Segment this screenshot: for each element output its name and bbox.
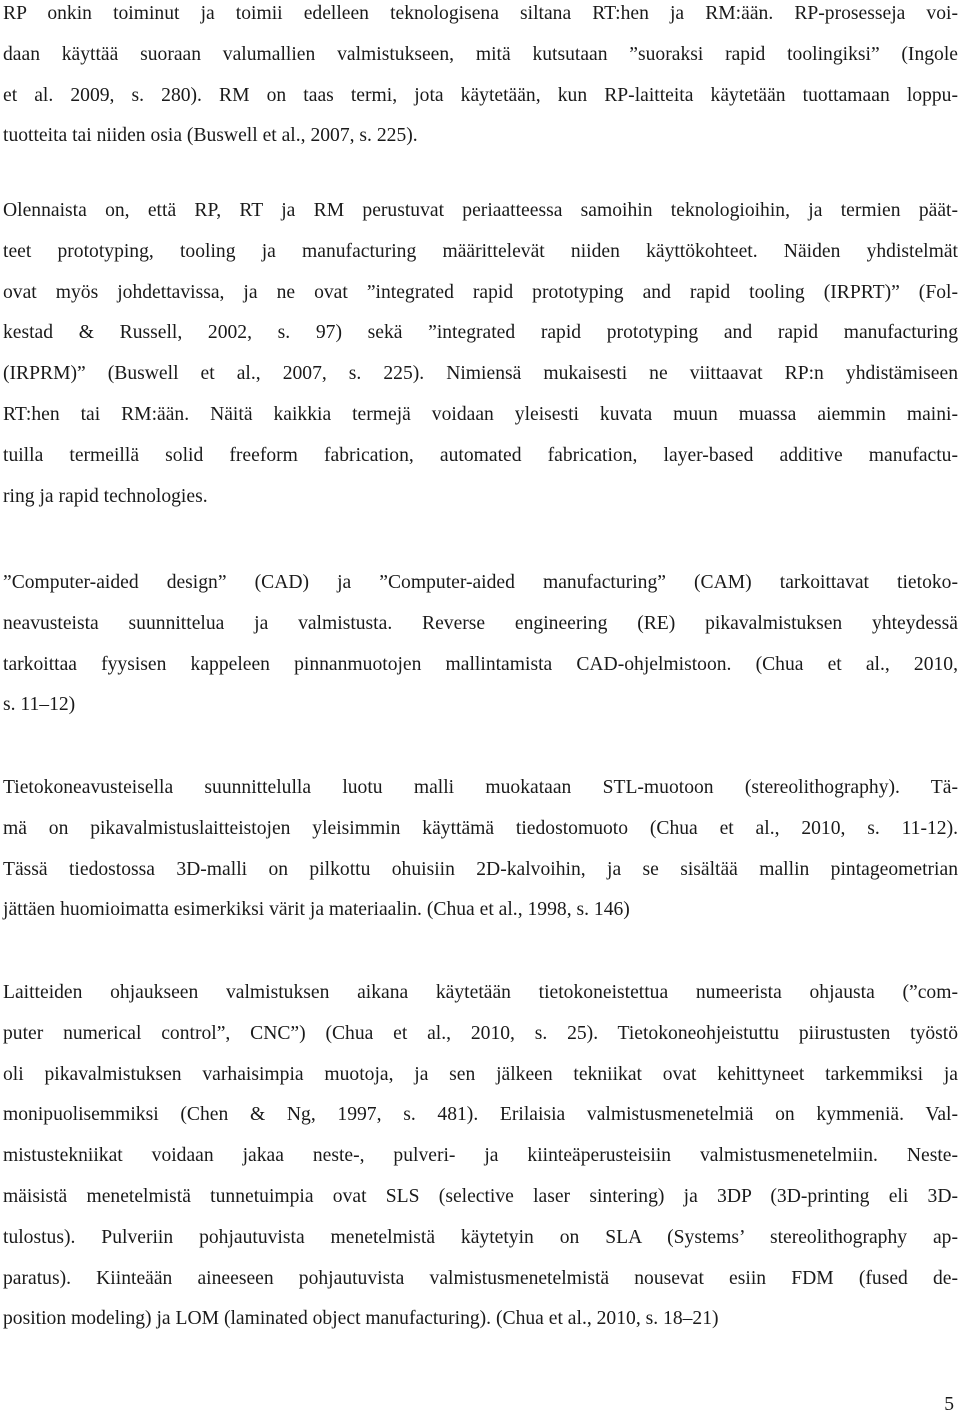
paragraph-rp-bridge — [3, 0, 958, 157]
text-line: mäisistä menetelmistä tunnetuimpia ovat SLS (selective laser sintering) ja 3DP (3D-printing eli 3D- — [3, 1185, 958, 1207]
text-line: position modeling) ja LOM (laminated object manufacturing). (Chua et al., 2010, s. 18–21) — [3, 1308, 719, 1330]
text-line: teet prototyping, tooling ja manufacturing määrittelevät niiden käyttökohteet. Näiden yhdistelmät — [3, 240, 958, 262]
text-line: mistustekniikat voidaan jakaa neste-, pulveri- ja kiinteäperusteisiin valmistusmenetelmiin. Neste- — [3, 1145, 958, 1167]
text-line: tarkoittaa fyysisen kappeleen pinnanmuotojen mallintamista CAD-ohjelmistoon. (Chua et al., 2010, — [3, 653, 958, 675]
page-number: 5 — [944, 1394, 954, 1415]
text-line: s. 11–12) — [3, 694, 76, 716]
text-line: paratus). Kiinteään aineeseen pohjautuvista valmistusmenetelmistä nousevat esiin FDM (fused de- — [3, 1267, 958, 1289]
text-line: tuilla termeillä solid freeform fabrication, automated fabrication, layer-based additive manufactu- — [3, 444, 958, 466]
paragraph-cad-cam — [3, 563, 958, 726]
text-line: monipuolisemmiksi (Chen & Ng, 1997, s. 481). Erilaisia valmistusmenetelmiä on kymmeniä. Val- — [3, 1104, 958, 1126]
paragraph-stl-format — [3, 768, 958, 931]
text-line: jättäen huomioimatta esimerkiksi värit ja materiaalin. (Chua et al., 1998, s. 146) — [3, 899, 630, 921]
text-line: ”Computer-aided design” (CAD) ja ”Computer-aided manufacturing” (CAM) tarkoittavat tietoko- — [3, 572, 958, 593]
text-line: mä on pikavalmistuslaitteistojen yleisimmin käyttämä tiedostomuoto (Chua et al., 2010, s. 11-12). — [3, 817, 958, 839]
text-line: et al. 2009, s. 280). RM on taas termi, jota käytetään, kun RP-laitteita käytetään tuottamaan loppu- — [3, 84, 958, 106]
text-line: ring ja rapid technologies. — [3, 485, 208, 507]
text-line: oli pikavalmistuksen varhaisimpia muotoja, ja sen jälkeen tekniikat ovat kehittyneet tarkemmiksi ja — [3, 1063, 958, 1085]
text-line: neavusteista suunnittelua ja valmistusta. Reverse engineering (RE) pikavalmistuksen yhteydessä — [3, 612, 958, 634]
text-line: daan käyttää suoraan valumallien valmistukseen, mitä kutsutaan ”suoraksi rapid toolingiksi” (Ingole — [3, 43, 958, 65]
text-line: RP onkin toiminut ja toimii edelleen teknologisena siltana RT:hen ja RM:ään. RP-prosesseja voi- — [3, 3, 958, 24]
text-line: Tässä tiedostossa 3D-malli on pilkottu ohuisiin 2D-kalvoihin, ja se sisältää mallin pintageometrian — [3, 858, 958, 880]
text-line: Olennaista on, että RP, RT ja RM perustuvat periaatteessa samoihin teknologioihin, ja termien päät- — [3, 200, 958, 221]
text-line: Tietokoneavusteisella suunnittelulla luotu malli muokataan STL-muotoon (stereolithography). Tä- — [3, 777, 958, 798]
text-line: kestad & Russell, 2002, s. 97) sekä ”integrated rapid prototyping and rapid manufacturing — [3, 322, 958, 344]
text-line: tuotteita tai niiden osia (Buswell et al., 2007, s. 225). — [3, 125, 418, 147]
text-line: Laitteiden ohjaukseen valmistuksen aikana käytetään tietokoneistettua numeerista ohjausta (”com- — [3, 982, 958, 1003]
text-line: puter numerical control”, CNC”) (Chua et al., 2010, s. 25). Tietokoneohjeistuttu piirustusten työstö — [3, 1022, 958, 1044]
text-line: tulostus). Pulveriin pohjautuvista menetelmistä käytetyin on SLA (Systems’ stereolithography ap- — [3, 1226, 958, 1248]
text-line: (IRPRM)” (Buswell et al., 2007, s. 225). Nimiensä mukaisesti ne viittaavat RP:n yhdistämiseen — [3, 363, 958, 385]
paragraph-cnc-methods — [3, 973, 958, 1340]
text-line: ovat myös johdettavissa, ja ne ovat ”integrated rapid prototyping and rapid tooling (IRPRT)” (Fol- — [3, 281, 958, 303]
paragraph-rp-rt-rm-terms — [3, 191, 958, 517]
text-line: RT:hen tai RM:ään. Näitä kaikkia termejä voidaan yleisesti kuvata muun muassa aiemmin maini- — [3, 403, 958, 425]
